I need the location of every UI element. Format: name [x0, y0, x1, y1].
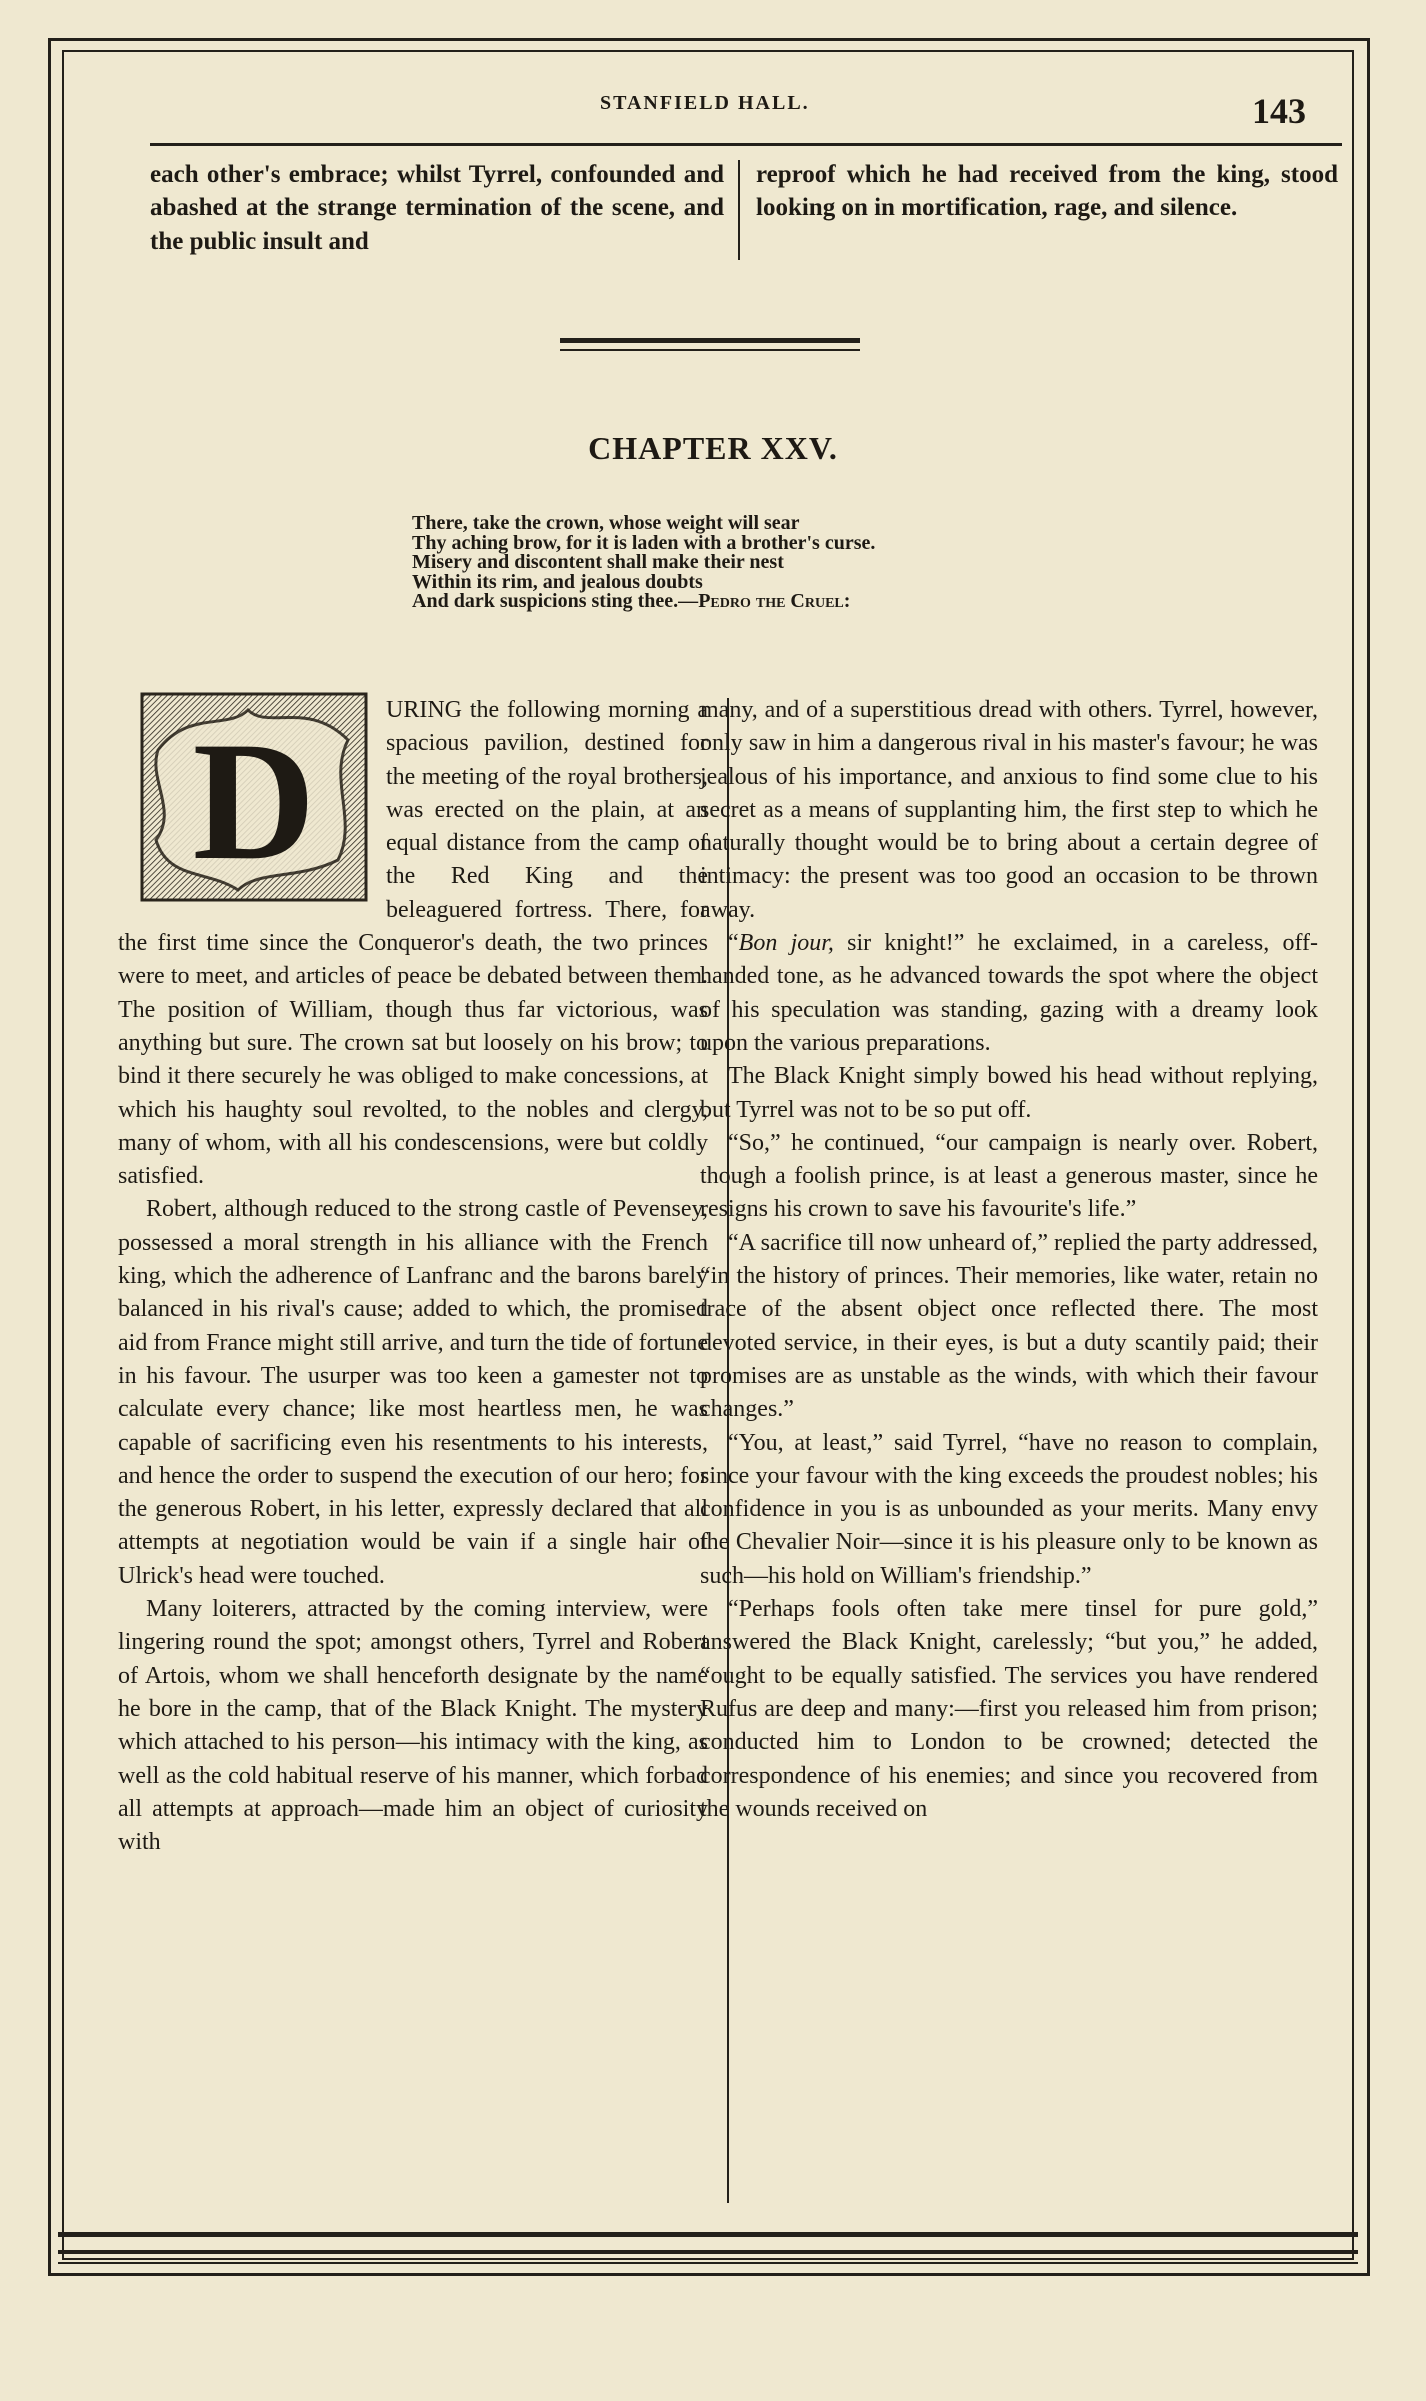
top-continuation-right: [756, 158, 1338, 225]
epigraph: [412, 514, 1112, 612]
top-right-text: reproof which he had received from the king, stood looking on in mortification, rage, and silence.: [756, 161, 1338, 222]
top-continuation-left: [150, 158, 724, 258]
epigraph-line: Within its rim, and jealous doubts: [412, 570, 703, 593]
page-number: 143: [1252, 91, 1306, 131]
paragraph: Robert, although reduced to the strong castle of Pevensey, possessed a moral strength in his alliance with the French king, which the adherence of Lanfranc and the barons barely balanced in his rival's cause; added to which, the promised aid from France might still arrive, and turn the tide of fortune in his favour. The usurper was too keen a gamester not to calculate every chance; like most heartless men, he was capable of sacrificing even his resentments to his interests, and hence the order to suspend the execution of our hero; for the generous Robert, in his letter, expressly declared that all attempts at negotiation would be vain if a single hair of Ulrick's head were touched.: [118, 1196, 708, 1589]
paragraph: “So,” he continued, “our campaign is nearly over. Robert, though a foolish prince, is at least a generous master, since he resigns his crown to save his favourite's life.”: [700, 1129, 1318, 1223]
section-ornament-rule: [560, 338, 860, 351]
paragraph: URING the following morning a spacious pavilion, destined for the meeting of the royal brothers, was erected on the plain, at an equal distance from the camp of the Red King and the beleaguered fortress. There, for the first time since the Conqueror's death, the two princes were to meet, and articles of peace be debated between them. The position of William, though thus far victorious, was anything but sure. The crown sat but loosely on his brow; to bind it there securely he was obliged to make concessions, at which his haughty soul revolted, to the nobles and clergy, many of whom, with all his condescensions, were but coldly satisfied.: [118, 697, 708, 1190]
paragraph: Many loiterers, attracted by the coming interview, were lingering round the spot; amongst others, Tyrrel and Robert of Artois, whom we shall henceforth designate by the name he bore in the camp, that of the Black Knight. The mystery which attached to his person—his intimacy with the king, as well as the cold habitual reserve of his manner, which forbad all attempts at approach—made him an object of curiosity with: [118, 1596, 708, 1856]
drop-cap-letter: D: [192, 707, 316, 895]
bottom-rule: [58, 2262, 1358, 2264]
running-title: STANFIELD HALL.: [600, 92, 810, 114]
epigraph-line: And dark suspicions sting thee.—: [412, 590, 699, 612]
paragraph: many, and of a superstitious dread with others. Tyrrel, however, only saw in him a dangerous rival in his master's favour; he was jealous of his importance, and anxious to find some clue to his secret as a means of supplanting him, the first step to which he naturally thought would be to bring about a certain degree of intimacy: the present was too good an occasion to be thrown away.: [700, 697, 1318, 923]
paragraph: “You, at least,” said Tyrrel, “have no reason to complain, since your favour with the king exceeds the proudest nobles; his confidence in you is as unbounded as your merits. Many envy the Chevalier Noir—since it is his pleasure only to be known as such—his hold on William's friendship.”: [700, 1429, 1318, 1589]
epigraph-line: Thy aching brow, for it is laden with a brother's curse.: [412, 531, 876, 554]
epigraph-line: There, take the crown, whose weight will sear: [412, 512, 800, 534]
epigraph-line: Misery and discontent shall make their nest: [412, 551, 784, 573]
epigraph-source: Pedro the Cruel:: [698, 590, 851, 612]
header-rule: [150, 143, 1342, 146]
bottom-rule: [58, 2232, 1358, 2237]
left-column: [118, 694, 708, 1859]
top-left-text: each other's embrace; whilst Tyrrel, confounded and abashed at the strange termination of the scene, and the public insult and: [150, 161, 724, 255]
epigraph-last-line: [412, 592, 1112, 612]
paragraph: “Bon jour, sir knight!” he exclaimed, in a careless, off-handed tone, as he advanced towards the spot where the object of his speculation was standing, gazing with a dreamy look upon the various preparations.: [700, 930, 1318, 1056]
bottom-rule: [58, 2250, 1358, 2254]
drop-cap-space: [118, 694, 386, 926]
right-column: [700, 694, 1318, 1826]
paragraph: “Perhaps fools often take mere tinsel for pure gold,” answered the Black Knight, carelessly; “but you,” he added, “ought to be equally satisfied. The services you have rendered Rufus are deep and many:—first you released him from prison; conducted him to London to be crowned; detected the correspondence of his enemies; and since you recovered from the wounds received on: [700, 1596, 1318, 1822]
paragraph: “A sacrifice till now unheard of,” replied the party addressed, “in the history of princes. Their memories, like water, retain no trace of the absent object once reflected there. The most devoted service, in their eyes, is but a duty scantily paid; their promises are as unstable as the winds, with which their favour changes.”: [700, 1229, 1318, 1423]
top-column-divider: [738, 160, 740, 260]
chapter-title: CHAPTER XXV.: [588, 430, 838, 466]
paragraph: The Black Knight simply bowed his head without replying, but Tyrrel was not to be so put off.: [700, 1063, 1318, 1123]
